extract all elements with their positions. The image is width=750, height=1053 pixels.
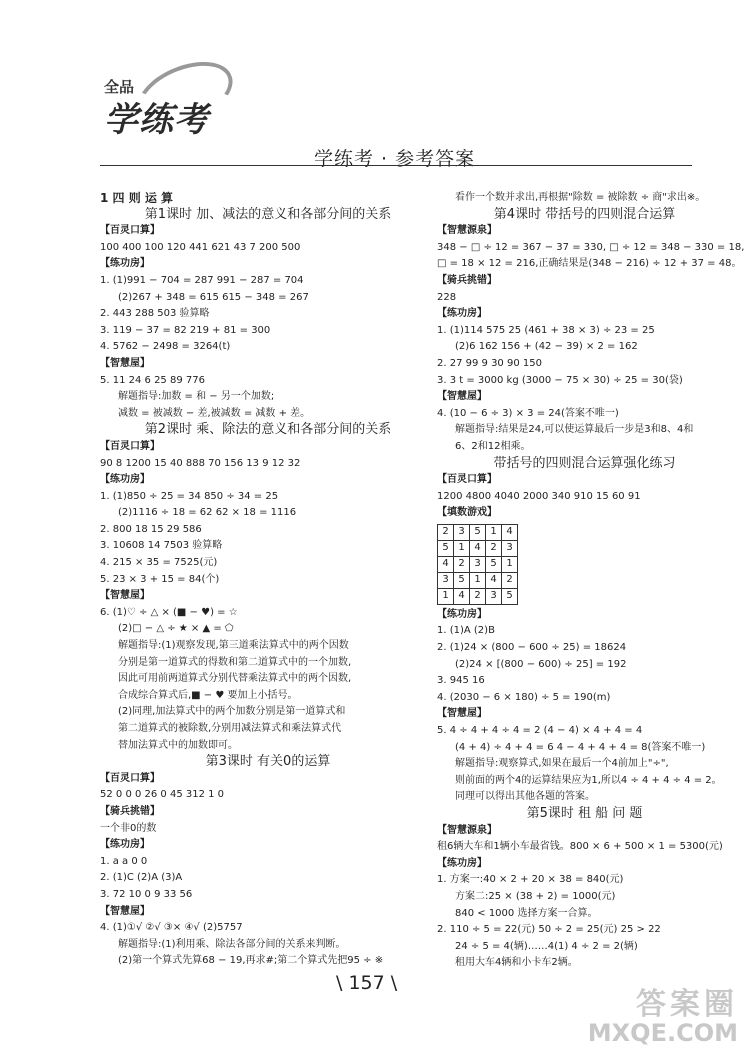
answer-line: (2)24 × [(800 − 600) ÷ 25] = 192 [455,658,627,670]
answer-line: 租用大车4辆和小卡车2辆。 [455,957,578,969]
page-number: \ 157 \ [336,972,398,994]
answer-line: 1. (1)114 575 25 (461 + 38 × 3) ÷ 23 = 25 [437,324,655,336]
answer-line: 3. 72 10 0 9 33 56 [100,888,193,900]
grid-cell: 1 [502,556,518,572]
answer-line: (2)第一个算式先算68 − 19,再求#;第二个算式先把95 ÷ ※ [118,955,384,967]
answer-line: 因此可用前两道算式分别代替乘法算式中的两个因数, [118,673,352,685]
logo-big-text: 学练考 [104,100,209,140]
answer-line: 【百灵口算】 [100,225,160,237]
grid-cell: 3 [502,540,518,556]
answer-line: 【智慧屋】 [100,590,150,602]
right-column [437,190,745,972]
answer-line: 4. 215 × 35 = 7525(元) [100,557,218,569]
answer-line: 【练功房】 [100,839,150,851]
grid-cell: 2 [470,588,486,604]
answer-line: 【练功房】 [100,258,150,270]
grid-cell: 4 [438,556,454,572]
answer-line: 看作一个数并求出,再根据"除数 = 被除数 ÷ 商"求出※。 [455,192,706,203]
answer-line: 6. (1)♡ ÷ △ × (■ − ♥) = ☆ [100,606,238,618]
answer-line: 90 8 1200 15 40 888 70 156 13 9 12 32 [100,457,301,469]
grid-cell: 5 [502,588,518,604]
answer-line: 2. 443 288 503 验算略 [100,308,210,320]
answer-line: 3. 3 t = 3000 kg (3000 − 75 × 30) ÷ 25 = 30(袋) [437,374,683,386]
answer-line: 【练功房】 [100,474,150,486]
answer-line: 4. (1)①√ ②√ ③× ④√ (2)5757 [100,922,243,934]
answer-line: 第二道算式的被除数,分别用减法算式和乘法算式代 [118,723,342,734]
grid-cell: 1 [470,572,486,588]
answer-line: 【骑兵挑错】 [437,274,497,286]
answer-line: 228 [437,291,457,303]
answer-line: 4. (2030 − 6 × 180) ÷ 5 = 190(m) [437,691,611,703]
answer-line: 解题指导:结果是24,可以使运算最后一步是3和8、4和 [455,424,694,436]
answer-line: 方案二:25 × (38 + 2) = 1000(元) [455,890,616,902]
answer-line: 3. 10608 14 7503 验算略 [100,540,223,552]
answer-line: (2)□ − △ ÷ ★ × ▲ = ⬠ [118,623,234,635]
left-column [100,190,436,970]
grid-cell: 2 [486,540,502,556]
grid-cell: 2 [438,524,454,540]
answer-line: 带括号的四则混合运算强化练习 [493,455,676,471]
grid-cell: 3 [438,572,454,588]
answer-line: 第2课时 乘、除法的意义和各部分间的关系 [144,422,392,438]
answer-line: (2)6 162 156 + (42 − 39) × 2 = 162 [455,341,638,353]
answer-line: 租6辆大车和1辆小车最省钱。800 × 6 + 500 × 1 = 5300(元) [437,841,723,853]
grid-row [438,572,518,588]
answer-line: 分别是第一道算式的得数和第二道算式中的一个加数, [118,656,352,668]
answer-line: 1. (1)A (2)B [437,625,495,637]
grid-cell: 4 [470,540,486,556]
answer-line: 2. (1)C (2)A (3)A [100,872,183,884]
answer-line: 【练功房】 [437,608,487,620]
answer-line: (2)同理,加法算式中的两个加数分别是第一道算式和 [118,706,346,718]
answer-line: 【智慧屋】 [437,391,487,403]
answer-line: 合成综合算式后,■ − ♥ 要加上小括号。 [118,689,298,701]
answer-line: 2. (1)24 × (800 − 600 ÷ 25) = 18624 [437,642,627,654]
answer-line: 348 − □ ÷ 12 = 367 − 37 = 330, □ ÷ 12 = 348 − 330 = 18, [437,241,745,253]
grid-cell: 4 [454,588,470,604]
answer-line: 【骑兵挑错】 [100,805,160,817]
grid-cell: 2 [502,572,518,588]
watermark [587,987,738,1047]
watermark-line2: MXQE.COM [587,1019,738,1047]
logo-small-text: 全品 [104,78,135,96]
answer-line: 【练功房】 [437,308,487,320]
watermark-line1: 答案圈 [636,987,738,1022]
grid-row [438,588,518,604]
answer-line: (4 + 4) ÷ 4 + 4 = 6 4 − 4 + 4 + 4 = 8(答案不唯一) [455,741,706,753]
grid-cell: 3 [454,524,470,540]
grid-cell: 5 [470,524,486,540]
answer-line: 【智慧屋】 [100,905,150,917]
right-section-b [437,607,732,972]
header-divider [100,165,692,166]
grid-cell: 1 [454,540,470,556]
answer-line: 第1课时 加、减法的意义和各部分间的关系 [144,206,392,222]
answer-line: 【智慧屋】 [437,708,487,720]
answer-line: 2. 800 18 15 29 586 [100,523,202,535]
answer-line: 1. (1)850 ÷ 25 = 34 850 ÷ 34 = 25 [100,490,279,502]
answer-line: 解题指导:观察算式,如果在最后一个4前加上"÷", [455,758,669,770]
answer-line: 1. (1)991 − 704 = 287 991 − 287 = 704 [100,274,304,286]
answer-line: 解题指导:(1)观察发现,第三道乘法算式中的两个因数 [118,640,349,652]
grid-row [438,524,518,540]
answer-line: 100 400 100 120 441 621 43 7 200 500 [100,241,301,253]
answer-line: 2. 110 ÷ 5 = 22(元) 50 ÷ 2 = 25(元) 25 > 22 [437,924,661,936]
answer-line: 【智慧屋】 [100,357,150,369]
grid-cell: 4 [486,572,502,588]
grid-cell: 1 [486,524,502,540]
answer-line: 3. 945 16 [437,675,485,687]
grid-row [438,540,518,556]
answer-line: 减数 = 被减数 − 差,被减数 = 减数 + 差。 [118,407,311,419]
answer-line: 解题指导:(1)利用乘、除法各部分间的关系来判断。 [118,938,346,950]
answer-line: 5. 4 ÷ 4 + 4 ÷ 4 = 2 (4 − 4) × 4 + 4 = 4 [437,725,643,737]
answer-line: 【百灵口算】 [437,474,497,486]
grid-row [438,556,518,572]
page-title: 学练考 · 参考答案 [314,148,476,170]
answer-line: 【练功房】 [437,857,487,869]
grid-cell: 3 [486,588,502,604]
right-section-a [437,190,745,505]
answer-line: 则前面的两个4的运算结果应为1,所以4 ÷ 4 + 4 ÷ 4 = 2。 [455,774,722,786]
answer-line: 52 0 0 0 26 0 45 312 1 0 [100,789,225,801]
answer-line: (2)267 + 348 = 615 615 − 348 = 267 [118,291,309,303]
answer-line: 同理可以得出其他各题的答案。 [455,791,595,803]
answer-line: 4. (10 − 6 ÷ 3) × 3 = 24(答案不唯一) [437,407,619,419]
answer-line: 24 ÷ 5 = 4(辆)……4(1) 4 ÷ 2 = 2(辆) [455,940,638,952]
grid-label: 【填数游戏】 [437,507,497,519]
answer-line: 5. 23 × 3 + 15 = 84(个) [100,573,220,585]
answer-line: 1. a a 0 0 [100,855,148,867]
answer-line: 第3课时 有关0的运算 [205,754,331,770]
grid-cell: 5 [486,556,502,572]
answer-line: 第5课时 租 船 问 题 [526,806,643,821]
answer-line: 【百灵口算】 [100,440,160,452]
answer-line: 【智慧源泉】 [437,824,497,836]
grid-cell: 5 [454,572,470,588]
answer-line: 1. 方案一:40 × 2 + 20 × 38 = 840(元) [437,874,624,886]
answer-line: 1200 4800 4040 2000 340 910 15 60 91 [437,490,641,502]
page-number-value: 157 [348,972,385,994]
answer-line: 【智慧源泉】 [437,225,497,237]
grid-cell: 3 [470,556,486,572]
answer-line: 4. 5762 − 2498 = 3264(t) [100,341,231,353]
grid-cell: 4 [502,524,518,540]
answer-line: 第4课时 带括号的四则混合运算 [493,206,676,222]
answer-line: 替加法算式中的加数即可。 [118,739,238,751]
answer-line: 1 四 则 运 算 [100,191,174,205]
answer-line: 6、2和12相乘。 [455,440,531,452]
answer-line: 【百灵口算】 [100,772,160,784]
answer-line: 840 < 1000 选择方案一合算。 [455,907,598,919]
answer-line: 解题指导:加数 = 和 − 另一个加数; [118,391,275,403]
grid-cell: 5 [438,540,454,556]
answer-line: (2)1116 ÷ 18 = 62 62 × 18 = 1116 [118,507,297,519]
grid-cell: 1 [438,588,454,604]
answer-line: 一个非0的数 [100,822,157,834]
number-grid [437,524,518,605]
answer-line: 2. 27 99 9 30 90 150 [437,357,542,369]
answer-line: 5. 11 24 6 25 89 776 [100,374,205,386]
answer-line: □ = 18 × 12 = 216,正确结果是(348 − 216) ÷ 12 + 37 = 48。 [437,258,742,270]
answer-line: 3. 119 − 37 = 82 219 + 81 = 300 [100,324,271,336]
grid-cell: 2 [454,556,470,572]
